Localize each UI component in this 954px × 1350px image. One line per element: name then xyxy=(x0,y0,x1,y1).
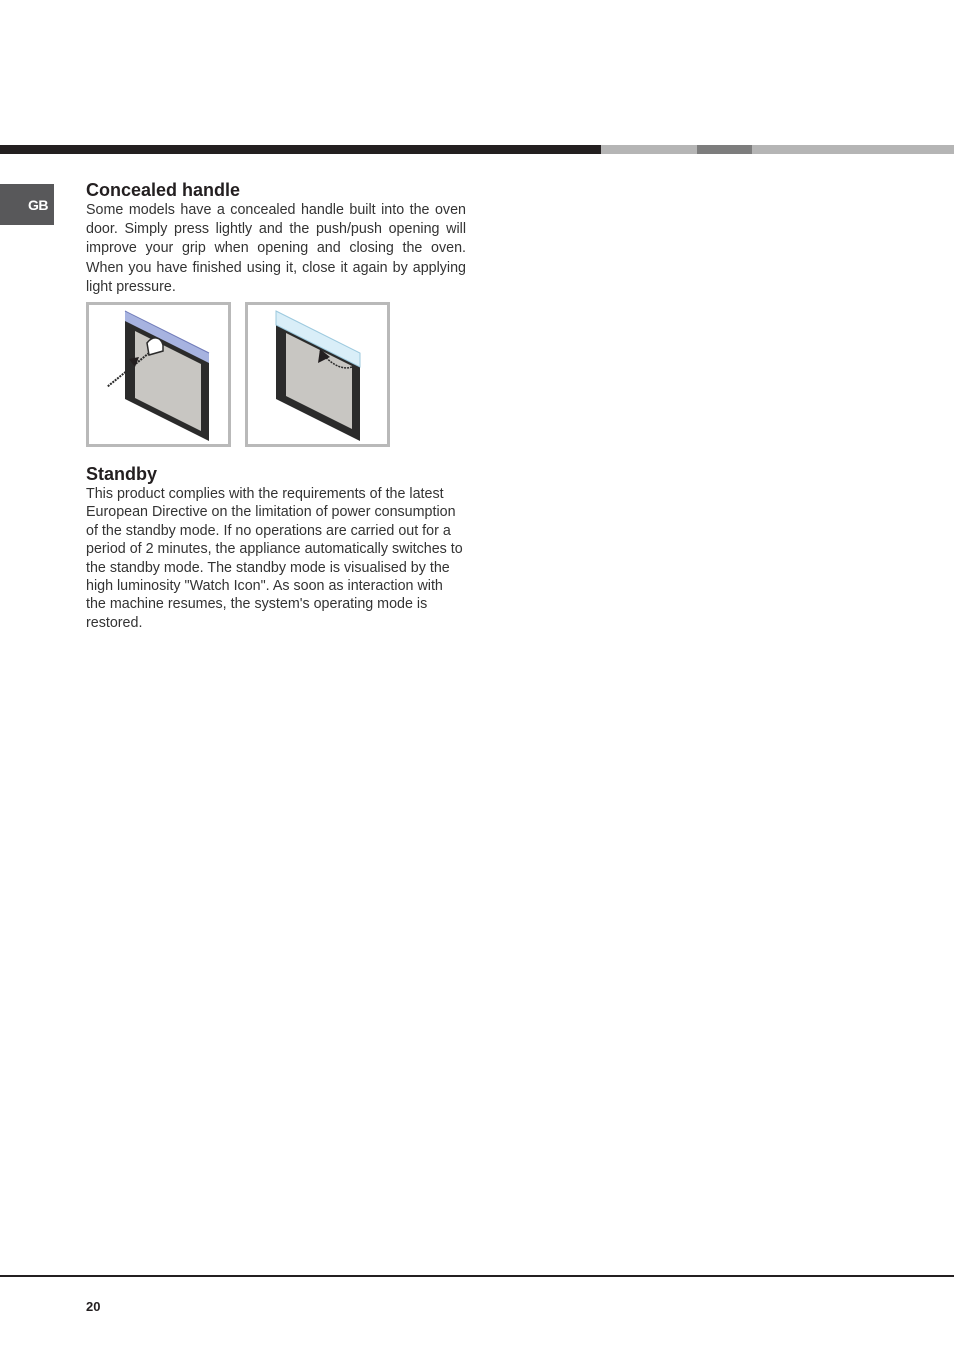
language-tab: GB xyxy=(0,184,54,225)
header-bar-mid-segment xyxy=(697,145,752,154)
door-open-illustration xyxy=(245,302,390,447)
header-bar-light-segment-right xyxy=(752,145,954,154)
page-number: 20 xyxy=(86,1299,101,1314)
header-color-bar xyxy=(0,145,954,154)
standby-heading: Standby xyxy=(86,464,158,484)
concealed-handle-heading: Concealed handle xyxy=(86,180,241,200)
header-bar-dark-segment xyxy=(0,145,601,154)
oven-door-open-icon xyxy=(248,305,387,444)
concealed-handle-text: Some models have a concealed handle built into the oven door. Simply press lightly and the push/push opening will improve your grip when opening and closing the oven. When you have finished using it, close it again by applying light pressure. xyxy=(86,202,466,295)
standby-section xyxy=(86,463,466,632)
standby-text: This product complies with the requirements of the latest European Directive on the limitation of power consumption of the standby mode. If no operations are carried out for a period of 2 minutes, the appliance automatically switches to the standby mode. The standby mode is visualised by the high luminosity "Watch Icon". As soon as interaction with the machine resumes, the system's operating mode is restored. xyxy=(86,486,463,631)
hand-icon xyxy=(147,338,163,355)
concealed-handle-section xyxy=(86,179,466,297)
door-press-illustration xyxy=(86,302,231,447)
oven-door-press-icon xyxy=(89,305,228,444)
footer-rule xyxy=(0,1275,954,1277)
header-bar-light-segment xyxy=(601,145,697,154)
